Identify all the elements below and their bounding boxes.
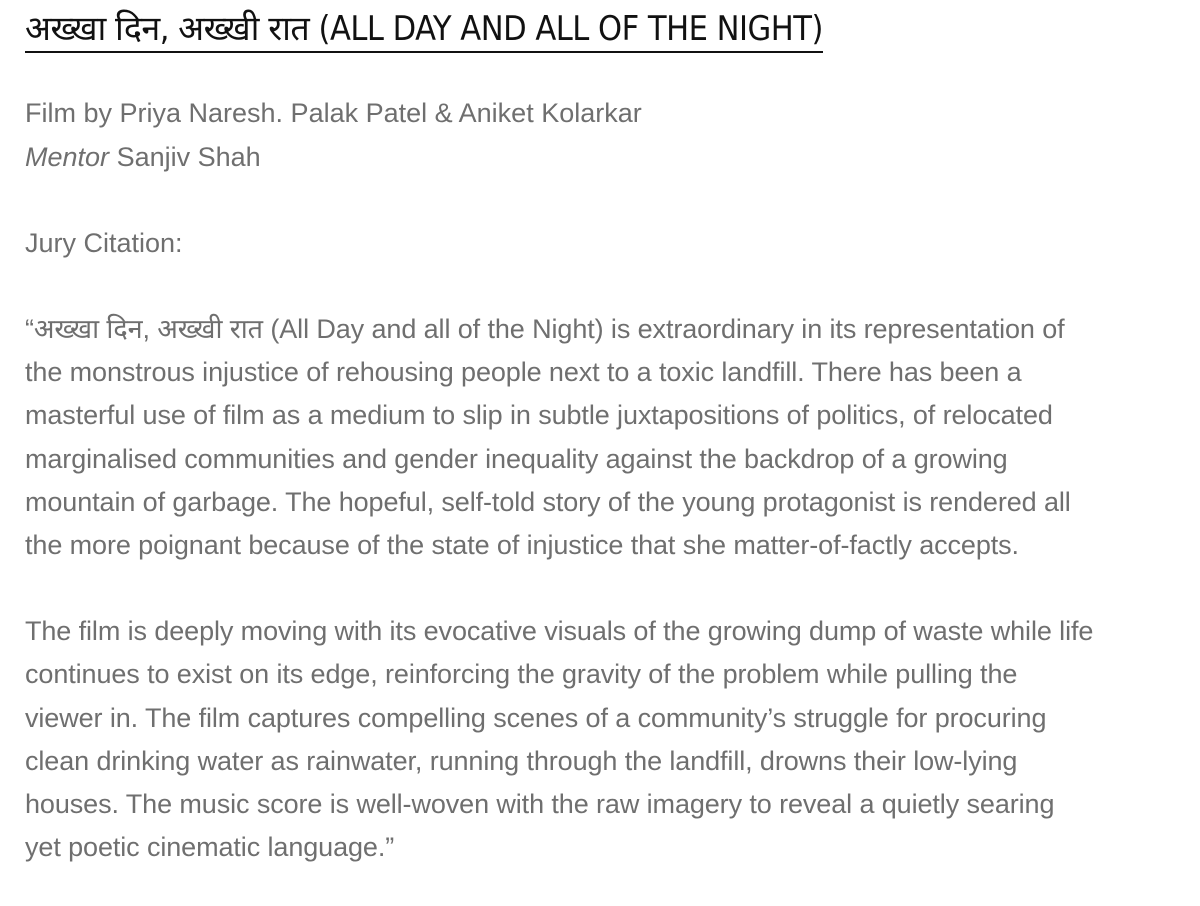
film-title-english: (ALL DAY AND ALL OF THE NIGHT) <box>318 9 823 49</box>
mentor-role: Mentor <box>25 142 110 172</box>
citation-line: continues to exist on its edge, reinforcing the gravity of the problem while pulling the <box>25 659 1018 690</box>
citation-line: clean drinking water as rainwater, running through the landfill, drowns their low-lying <box>25 745 1018 776</box>
jury-citation-label: Jury Citation: <box>25 228 183 258</box>
article <box>25 8 1185 869</box>
citation-paragraph-2 <box>25 610 1185 869</box>
film-title <box>25 8 823 53</box>
citation-line: masterful use of film as a medium to slip in subtle juxtapositions of politics, of relocated <box>25 400 1053 431</box>
film-title-hindi: अख्खा दिन, अख्खी रात <box>25 9 310 49</box>
citation-line: viewer in. The film captures compelling scenes of a community’s struggle for procuring <box>25 702 1047 733</box>
citation-line: yet poetic cinematic language.” <box>25 832 395 863</box>
citation-line: houses. The music score is well-woven with the raw imagery to reveal a quietly searing <box>25 789 1055 820</box>
citation-line: the more poignant because of the state of injustice that she matter-of-factly accepts. <box>25 530 1019 561</box>
citation-line: “अख्खा दिन, अख्खी रात (All Day and all of the Night) is extraordinary in its representation of <box>25 314 1065 344</box>
citation-paragraph-1 <box>25 308 1185 567</box>
citation-line: mountain of garbage. The hopeful, self-told story of the young protagonist is rendered all <box>25 486 1071 517</box>
citation-line: The film is deeply moving with its evocative visuals of the growing dump of waste while life <box>25 616 1094 647</box>
citation-line: the monstrous injustice of rehousing people next to a toxic landfill. There has been a <box>25 357 1022 388</box>
mentor-name: Sanjiv Shah <box>116 142 261 172</box>
citation-line: marginalised communities and gender inequality against the backdrop of a growing <box>25 443 1008 474</box>
film-by-credit: Film by Priya Naresh. Palak Patel & Aniket Kolarkar <box>25 98 642 128</box>
credits <box>25 91 1185 179</box>
mentor-credit <box>25 135 1185 179</box>
